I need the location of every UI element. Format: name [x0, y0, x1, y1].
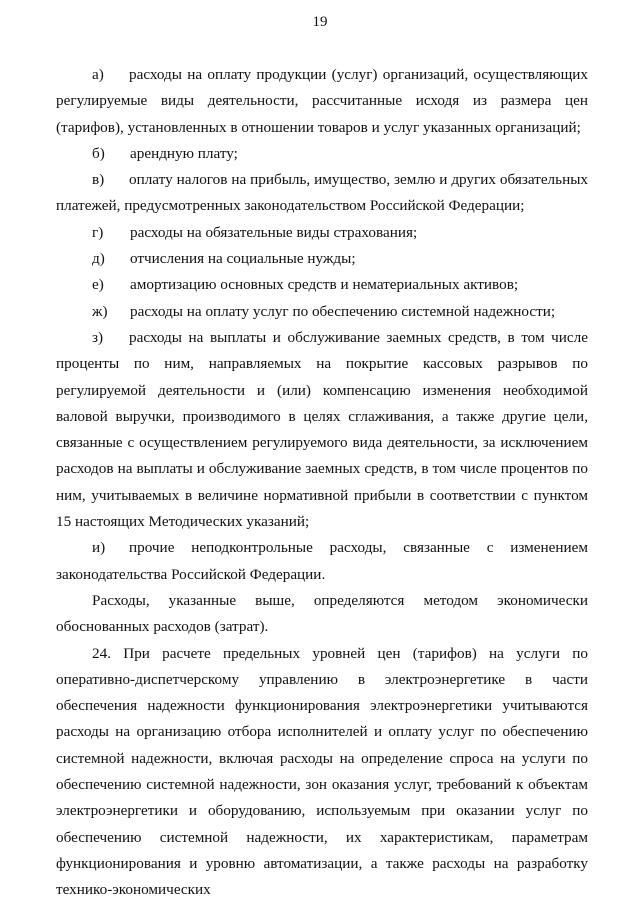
- paragraph-methods: Расходы, указанные выше, определяются методом экономически обоснованных расходов (затрат).: [56, 591, 588, 636]
- list-item-text: амортизацию основных средств и нематериальных активов;: [130, 276, 519, 294]
- list-item-text: прочие неподконтрольные расходы, связанные с изменением законодательства Российской Федерации.: [56, 539, 588, 583]
- list-marker: г): [92, 223, 104, 241]
- list-item-e: [56, 272, 588, 298]
- list-item-zh: [56, 299, 588, 325]
- list-marker: з): [92, 328, 104, 346]
- list-marker: и): [92, 539, 106, 557]
- list-item-text: расходы на оплату продукции (услуг) организаций, осуществляющих регулируемые виды деятельности, рассчитанные исходя из размера цен (тарифов), установленных в отношении товаров и услуг указанных организаций;: [56, 66, 588, 136]
- list-item-text: отчисления на социальные нужды;: [130, 250, 356, 268]
- list-item-g: [56, 220, 588, 246]
- list-item-text: расходы на оплату услуг по обеспечению системной надежности;: [130, 302, 556, 320]
- list-item-z: [56, 325, 588, 535]
- list-marker: д): [92, 250, 105, 268]
- list-item-i: [56, 535, 588, 588]
- list-item-text: оплату налогов на прибыль, имущество, землю и других обязательных платежей, предусмотренных законодательством Российской Федерации;: [56, 171, 588, 215]
- list-item-text: расходы на обязательные виды страхования;: [130, 223, 418, 241]
- list-marker: ж): [92, 302, 108, 320]
- document-body: [56, 62, 588, 904]
- list-item-text: арендную плату;: [130, 144, 238, 162]
- list-item-a: [56, 62, 588, 141]
- list-marker: б): [92, 144, 105, 162]
- list-item-d: [56, 246, 588, 272]
- list-item-b: [56, 141, 588, 167]
- paragraph-24: 24. При расчете предельных уровней цен (тарифов) на услуги по оперативно-диспетчерскому управлению в электроэнергетике в части обеспечения надежности функционирования электроэнергетики учитываются расходы на организацию отбора исполнителей и оплату услуг по обеспечению системной надежности, включая расходы на определение спроса на услуги по обеспечению системной надежности, зон оказания услуг, требований к объектам электроэнергетики и оборудованию, используемым при оказании услуг по обеспечению системной надежности, их характеристикам, параметрам функционирования и уровню автоматизации, а также расходы на разработку технико-экономических: [56, 644, 588, 899]
- list-item-v: [56, 167, 588, 220]
- list-marker: в): [92, 171, 105, 189]
- list-item-text: расходы на выплаты и обслуживание заемных средств, в том числе проценты по ним, направляемых на покрытие кассовых разрывов по регулируемой деятельности и (или) компенсацию изменения необходимой валовой выручки, производимого в целях сглаживания, а также другие цели, связанные с осуществлением регулируемого вида деятельности, за исключением расходов на выплаты и обслуживание заемных средств, в том числе процентов по ним, учитываемых в величине нормативной прибыли в соответствии с пунктом 15 настоящих Методических указаний;: [56, 328, 588, 531]
- list-marker: е): [92, 276, 104, 294]
- page-number: 19: [312, 14, 328, 30]
- list-marker: а): [92, 66, 104, 83]
